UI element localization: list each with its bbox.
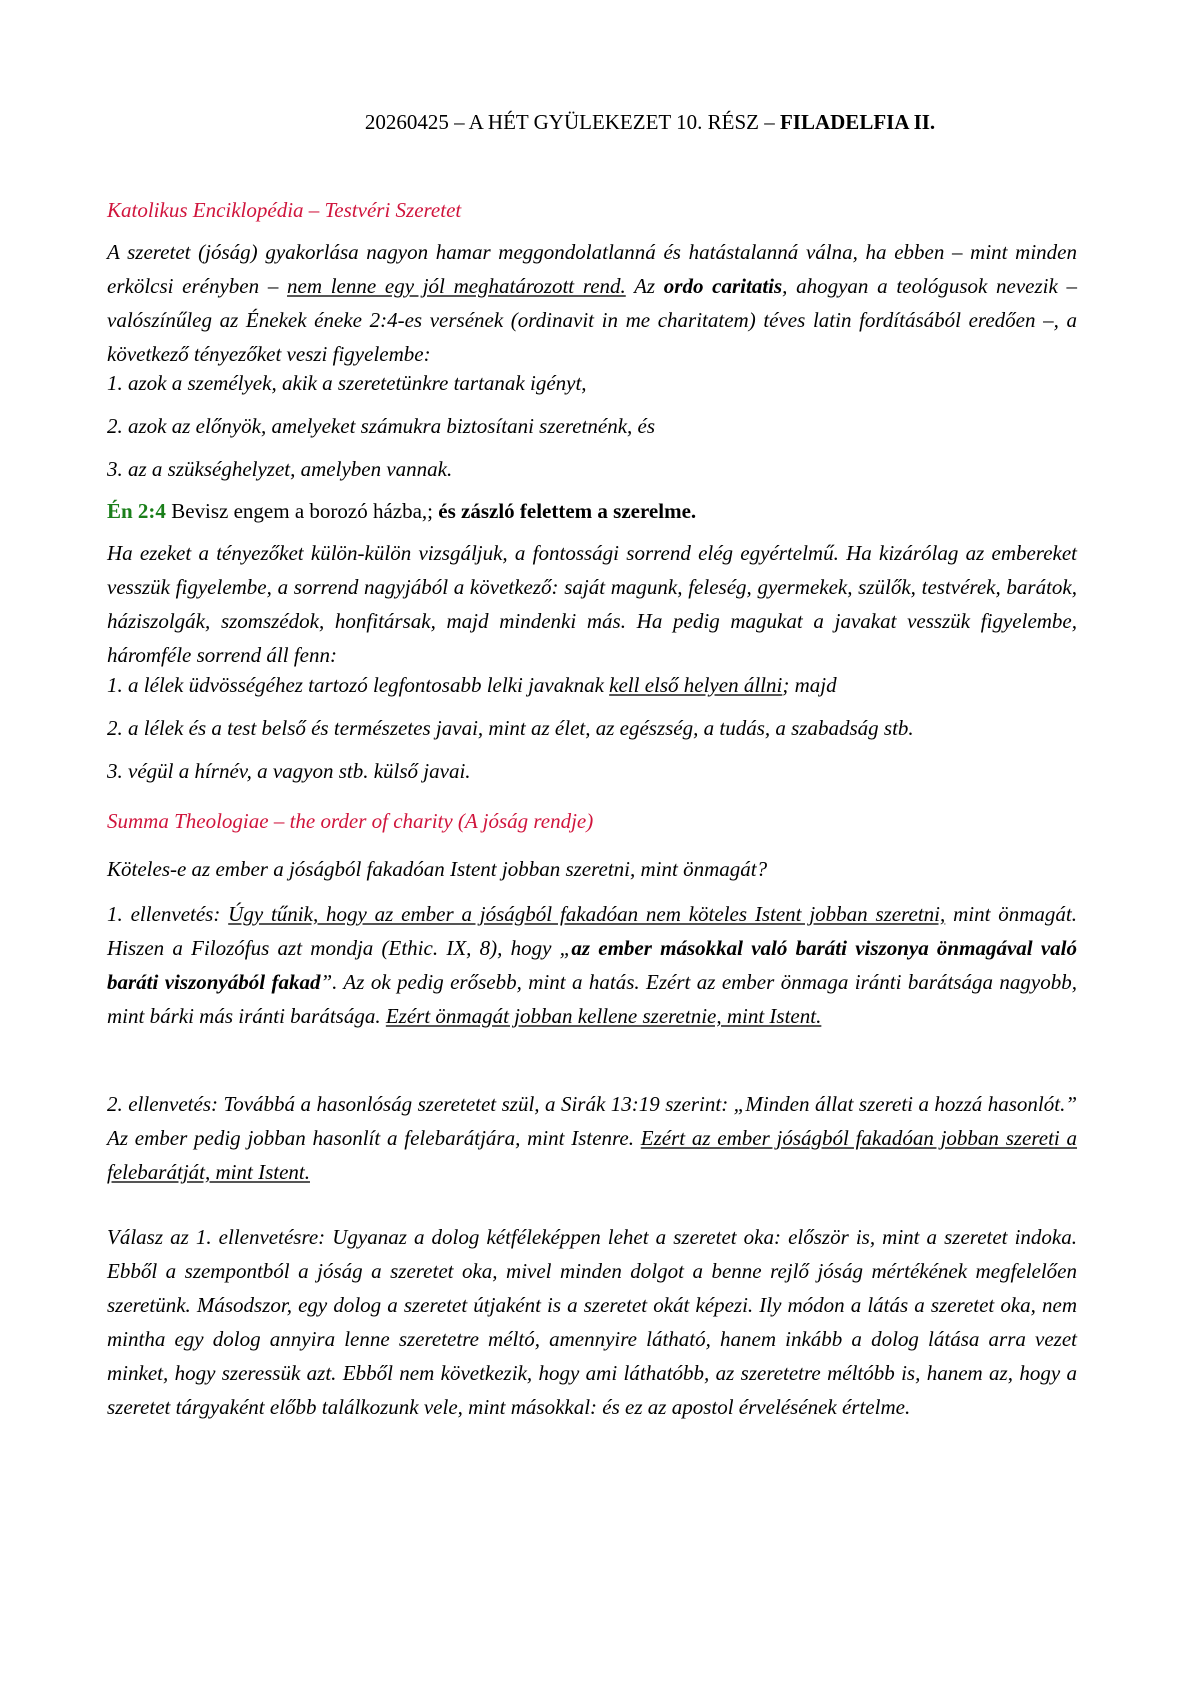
goods-item: 2. a lélek és a test belső és természetes javai, mint az élet, az egészség, a tudás, a szabadság stb.: [107, 716, 914, 740]
reply-1: Válasz az 1. ellenvetésre: Ugyanaz a dolog kétféleképpen lehet a szeretet oka: először is, mint a szeretet indoka. Ebből a szempontból a jóság a szeretet oka, mivel minden dolgot a benne rejlő jóság mértékének megfelelően szeretünk. Másodszor, egy dolog a szeretet útjaként is a szeretet okát képezi. Ily módon a látás a szeretet oka, nem mintha egy dolog annyira lenne szeretetre méltó, amennyire látható, hanem inkább a dolog látása arra vezet minket, hogy szeressük azt. Ebből nem következik, hogy ami láthatóbb, az szeretetre méltóbb is, hanem az, hogy a szeretet tárgyaként előbb találkozunk vele, mint másokkal: és ez az apostol érvelésének értelme.: [107, 1225, 1077, 1419]
intro-paragraph: [107, 235, 1077, 371]
section-heading-encyclopedia: Katolikus Enciklopédia – Testvéri Szeretet: [107, 198, 462, 222]
goods-underline: kell első helyen állni: [609, 673, 783, 697]
objection-underline: Úgy tűnik, hogy az ember a jóságból fakadóan nem köteles Istent jobban szeretni,: [228, 902, 946, 926]
ordo-caritatis: ordo caritatis: [663, 274, 783, 298]
factor-item: 2. azok az előnyök, amelyeket számukra biztosítani szeretnénk, és: [107, 414, 656, 438]
intro-text: A szeretet (jóság) gyakorlása nagyon hamar meggondolatlanná és hatástalanná válna, ha ebben – mint minden erkölcsi erényben –: [107, 240, 1077, 298]
factor-item: 1. azok a személyek, akik a szeretetünkre tartanak igényt,: [107, 371, 587, 395]
objection-1: [107, 897, 1077, 1033]
title-text: 20260425 – A HÉT GYÜLEKEZET 10. RÉSZ –: [364, 110, 780, 134]
objection-text: 2. ellenvetés: Továbbá a hasonlóság szeretetet szül, a Sirák 13:19 szerint: „Minden állat szereti a hozzá hasonlót.” Az ember pedig jobban hasonlít a felebarátjára, mint Istenre.: [107, 1092, 1077, 1150]
title-bold: FILADELFIA II.: [779, 110, 936, 134]
goods-item: 3. végül a hírnév, a vagyon stb. külső javai.: [107, 759, 471, 783]
document-title: [0, 110, 1190, 135]
intro-text: , ahogyan a teológusok nevezik – valószínűleg az Énekek éneke 2:4-es versének (ordinavit in me charitatem) téves latin fordításából eredően –, a következő tényezőket veszi figyelembe:: [107, 274, 1077, 366]
objection-text: mint önmagát. Hiszen a Filozófus azt mondja (Ethic. IX, 8), hogy „: [107, 902, 1077, 960]
verse-line: [107, 494, 1077, 528]
verse-bold: és zászló felettem a szerelme.: [438, 499, 697, 523]
verse-text: Bevisz engem a borozó házba,;: [165, 499, 439, 523]
goods-text: ; majd: [782, 673, 837, 697]
objection-2: [107, 1087, 1077, 1189]
intro-underline: nem lenne egy jól meghatározott rend.: [287, 274, 626, 298]
objection-text: ”. Az ok pedig erősebb, mint a hatás. Ezért az ember önmaga iránti barátsága nagyobb, mint bárki más iránti barátsága.: [107, 970, 1077, 1028]
verse-reference: Én 2:4: [107, 499, 166, 523]
objection-bold-quote: az ember másokkal való baráti viszonya önmagával való baráti viszonyából fakad: [107, 936, 1077, 994]
section-heading-summa: Summa Theologiae – the order of charity (A jóság rendje): [107, 809, 594, 833]
objection-underline: Ezért az ember jóságból fakadóan jobban szereti a felebarátját, mint Istent.: [107, 1126, 1078, 1184]
goods-item: [107, 668, 1077, 702]
intro-text: Az: [625, 274, 664, 298]
question-line: Köteles-e az ember a jóságból fakadóan Istent jobban szeretni, mint önmagát?: [107, 857, 768, 881]
objection-underline: Ezért önmagát jobban kellene szeretnie, mint Istent.: [385, 1004, 822, 1028]
goods-text: 1. a lélek üdvösségéhez tartozó legfontosabb lelki javaknak: [107, 673, 610, 697]
factor-item: 3. az a szükséghelyzet, amelyben vannak.: [107, 457, 453, 481]
objection-label: 1. ellenvetés:: [107, 902, 229, 926]
order-paragraph: Ha ezeket a tényezőket külön-külön vizsgáljuk, a fontossági sorrend elég egyértelmű. Ha kizárólag az embereket vesszük figyelembe, a sorrend nagyjából a következő: saját magunk, feleség, gyermekek, szülők, testvérek, barátok, háziszolgák, szomszédok, honfitársak, majd mindenki más. Ha pedig magukat a javakat vesszük figyelembe, háromféle sorrend áll fenn:: [107, 541, 1077, 667]
